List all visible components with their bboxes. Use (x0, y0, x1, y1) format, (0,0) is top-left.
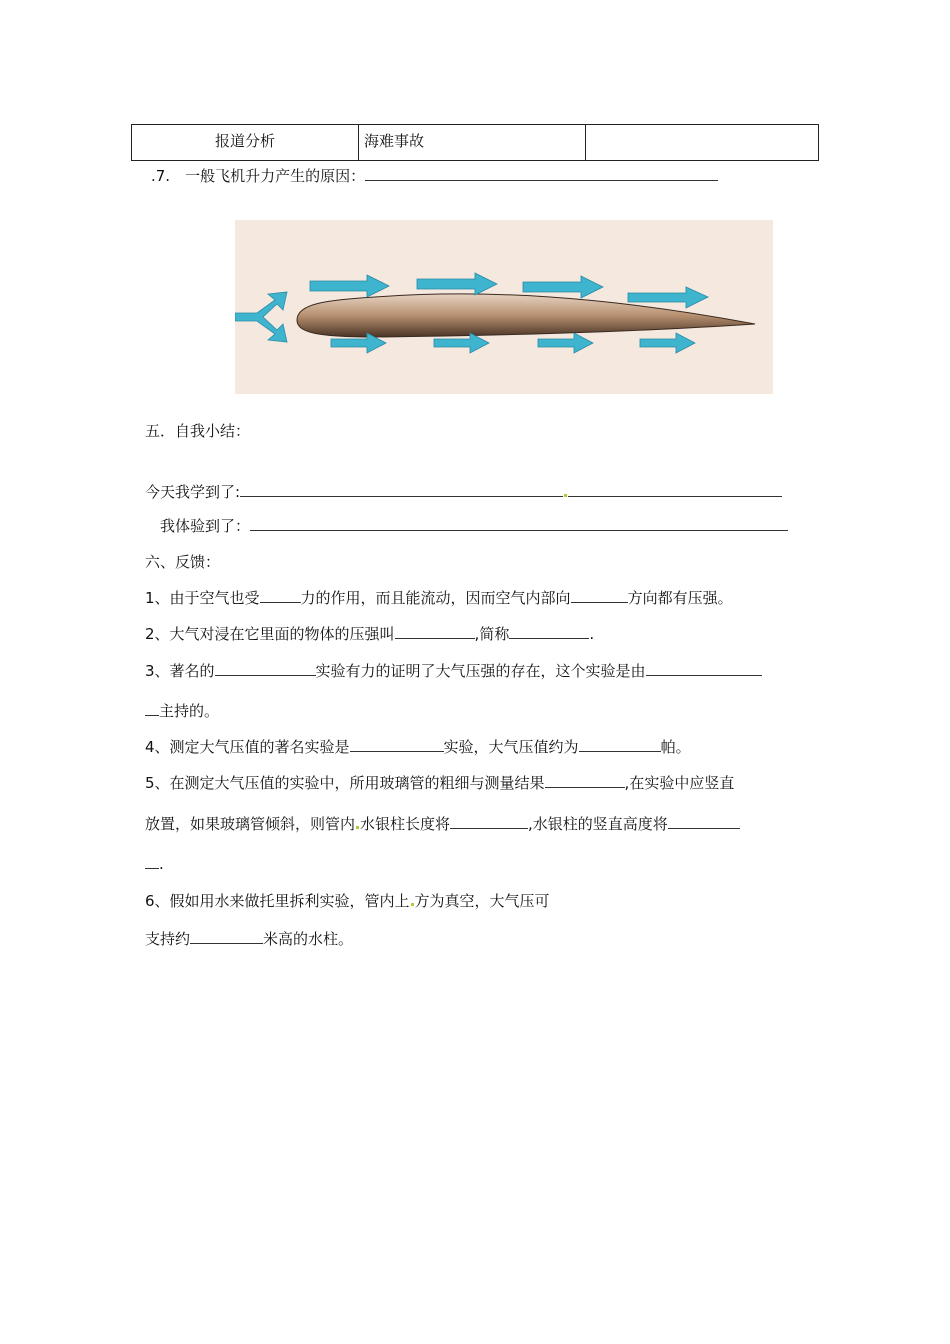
q3-text-c: 主持的。 (159, 702, 220, 720)
mark-dot (356, 826, 359, 829)
q1-text-c: 方向都有压强。 (627, 589, 733, 607)
feedback-q6 (145, 890, 550, 911)
q5-text-a: 5、在测定大气压值的实验中，所用玻璃管的粗细与测量结果 (145, 774, 545, 792)
feedback-q4 (145, 736, 691, 757)
feedback-q3-cont (145, 700, 219, 721)
answer-blank[interactable] (509, 624, 589, 639)
experienced-label: 我体验到了： (160, 517, 251, 535)
lower-airflow-arrow-4 (640, 333, 695, 353)
answer-blank[interactable] (395, 624, 475, 639)
answer-blank[interactable] (450, 814, 528, 829)
answer-blank[interactable] (568, 482, 782, 497)
table-cell-empty (586, 125, 818, 160)
q2-text-b: ,简称 (474, 625, 510, 643)
answer-blank[interactable] (365, 166, 718, 181)
q5-text-f: . (159, 855, 164, 873)
question-7-label: .7. 一般飞机升力产生的原因： (151, 167, 366, 185)
feedback-q5-line3 (145, 854, 164, 873)
section-6-title: 六、反馈： (145, 553, 221, 571)
learned-line (145, 481, 782, 502)
airfoil-figure (235, 220, 773, 394)
q2-text-a: 2、大气对浸在它里面的物体的压强叫 (145, 625, 395, 643)
upper-airflow-arrow-3 (523, 276, 603, 298)
question-7 (151, 165, 718, 186)
table-cell-report-analysis: 报道分析 (132, 125, 359, 160)
q3-text-b: 实验有力的证明了大气压强的存在，这个实验是由 (315, 662, 646, 680)
incoming-split-arrow (235, 292, 287, 342)
q6-text-d: 米高的水柱。 (263, 930, 354, 948)
table-cell-shipwreck: 海难事故 (359, 125, 586, 160)
q4-text-a: 4、测定大气压值的著名实验是 (145, 738, 350, 756)
q5-text-d: 水银柱长度将 (360, 815, 451, 833)
q2-text-c: . (589, 625, 595, 643)
answer-blank[interactable] (545, 773, 625, 788)
q3-text-a: 3、著名的 (145, 662, 215, 680)
info-table (131, 124, 819, 161)
feedback-q6-line2 (145, 928, 353, 949)
upper-airflow-arrow-1 (310, 275, 389, 297)
q6-text-b: 方为真空，大气压可 (414, 892, 550, 910)
q1-text-b: 力的作用，而且能流动，因而空气内部向 (300, 589, 571, 607)
feedback-q3 (145, 660, 762, 681)
q4-text-c: 帕。 (660, 738, 691, 756)
feedback-q2 (145, 623, 594, 644)
q4-text-b: 实验，大气压值约为 (443, 738, 579, 756)
q5-text-b: ,在实验中应竖直 (624, 774, 735, 792)
answer-blank[interactable] (240, 482, 563, 497)
feedback-q1 (145, 587, 733, 608)
answer-blank[interactable] (215, 661, 316, 676)
feedback-q5 (145, 772, 734, 793)
answer-blank[interactable] (646, 661, 762, 676)
feedback-q5-line2 (145, 813, 740, 834)
answer-blank[interactable] (668, 814, 740, 829)
answer-blank[interactable] (571, 588, 628, 603)
experienced-line (160, 515, 788, 536)
answer-blank[interactable] (260, 588, 301, 603)
mark-dot (564, 494, 567, 497)
section-5-title: 五．自我小结： (145, 422, 251, 440)
q1-text-a: 1、由于空气也受 (145, 589, 260, 607)
q6-text-a: 6、假如用水来做托里拆利实验，管内上 (145, 892, 410, 910)
answer-blank[interactable] (145, 701, 159, 716)
learned-label: 今天我学到了: (145, 483, 241, 501)
mark-dot (411, 903, 414, 906)
q6-text-c: 支持约 (145, 930, 191, 948)
upper-airflow-arrow-2 (417, 273, 497, 295)
answer-blank[interactable] (350, 737, 444, 752)
answer-blank[interactable] (579, 737, 661, 752)
airfoil-diagram (235, 220, 773, 394)
answer-blank[interactable] (145, 854, 159, 869)
answer-blank[interactable] (250, 516, 788, 531)
q5-text-c: 放置，如果玻璃管倾斜，则管内 (145, 815, 356, 833)
upper-airflow-arrow-4 (628, 287, 708, 308)
answer-blank[interactable] (190, 929, 263, 944)
lower-airflow-arrow-3 (538, 333, 593, 353)
q5-text-e: ,水银柱的竖直高度将 (528, 815, 668, 833)
